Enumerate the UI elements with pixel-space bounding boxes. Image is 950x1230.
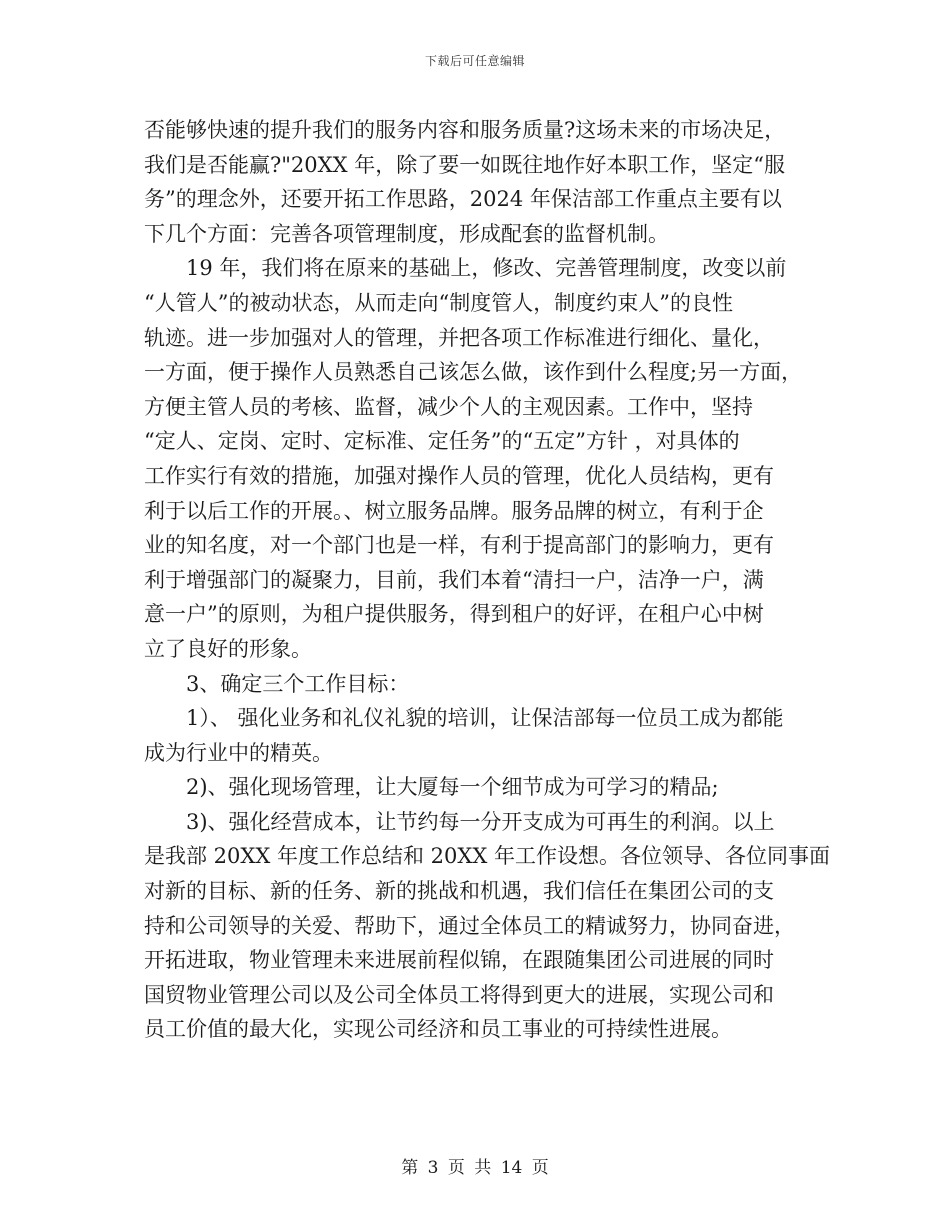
text-line: 3、确定三个工作目标： — [186, 671, 410, 696]
text-line: 国贸物业管理公司以及公司全体员工将得到更大的进展，实现公司和 — [144, 982, 774, 1007]
text-line: 成为行业中的精英。 — [144, 740, 333, 765]
text-line: 工作实行有效的措施，加强对操作人员的管理，优化人员结构，更有 — [144, 463, 774, 488]
text-line: 19 年，我们将在原来的基础上，修改、完善管理制度，改变以前 — [186, 256, 787, 281]
text-line: 否能够快速的提升我们的服务内容和服务质量?这场未来的市场决足， — [144, 118, 786, 142]
text-line: 利于以后工作的开展。、树立服务品牌。服务品牌的树立，有利于企 — [144, 498, 764, 523]
text-line: 是我部 20XX 年度工作总结和 20XX 年工作设想。各位领导、各位同事面 — [144, 844, 830, 869]
text-line: 2)、强化现场管理，让大厦每一个细节成为可学习的精品; — [186, 775, 719, 800]
page-header: 下载后可任意编辑 — [424, 54, 525, 68]
text-line: 开拓进取，物业管理未来进展前程似锦，在跟随集团公司进展的同时 — [144, 948, 774, 973]
text-line: 下几个方面：完善各项管理制度，形成配套的监督机制。 — [144, 221, 669, 246]
document-body — [144, 113, 830, 1047]
text-line: 业的知名度，对一个部门也是一样，有利于提高部门的影响力，更有 — [144, 533, 774, 558]
text-line: 立了良好的形象。 — [144, 636, 312, 661]
text-line: “人管人”的被动状态，从而走向“制度管人，制度约束人”的良性 — [144, 290, 733, 315]
text-line: 持和公司领导的关爱、帮助下，通过全体员工的精诚努力，协同奋进， — [144, 913, 795, 938]
text-line: 对新的目标、新的任务、新的挑战和机遇，我们信任在集团公司的支 — [144, 879, 774, 904]
text-line: 利于增强部门的凝聚力，目前，我们本着“清扫一户，洁净一户，满 — [144, 567, 764, 592]
text-line: 方便主管人员的考核、监督，减少个人的主观因素。工作中，坚持 — [144, 394, 753, 419]
text-line: 3)、强化经营成本，让节约每一分开支成为可再生的利润。以上 — [186, 809, 775, 834]
text-line: 1）、 强化业务和礼仪礼貌的培训，让保洁部每一位员工成为都能 — [186, 706, 784, 731]
text-line: 务”的理念外，还要开拓工作思路，2024 年保洁部工作重点主要有以 — [144, 187, 782, 212]
text-line: 一方面，便于操作人员熟悉自己该怎么做，该作到什么程度;另一方面， — [144, 360, 803, 385]
text-line: 轨迹。进一步加强对人的管理，并把各项工作标准进行细化、量化， — [144, 325, 774, 350]
text-line: “定人、定岗、定时、定标准、定任务”的“五定”方针 ，对具体的 — [144, 429, 740, 454]
page-footer: 第 3 页 共 14 页 — [401, 1158, 549, 1178]
text-line: 意一户”的原则，为租户提供服务，得到租户的好评，在租户心中树 — [144, 602, 764, 627]
text-line: 员工价值的最大化，实现公司经济和员工事业的可持续性进展。 — [144, 1017, 732, 1042]
text-line: 我们是否能赢?"20XX 年，除了要一如既往地作好本职工作，坚定“服 — [144, 152, 785, 177]
